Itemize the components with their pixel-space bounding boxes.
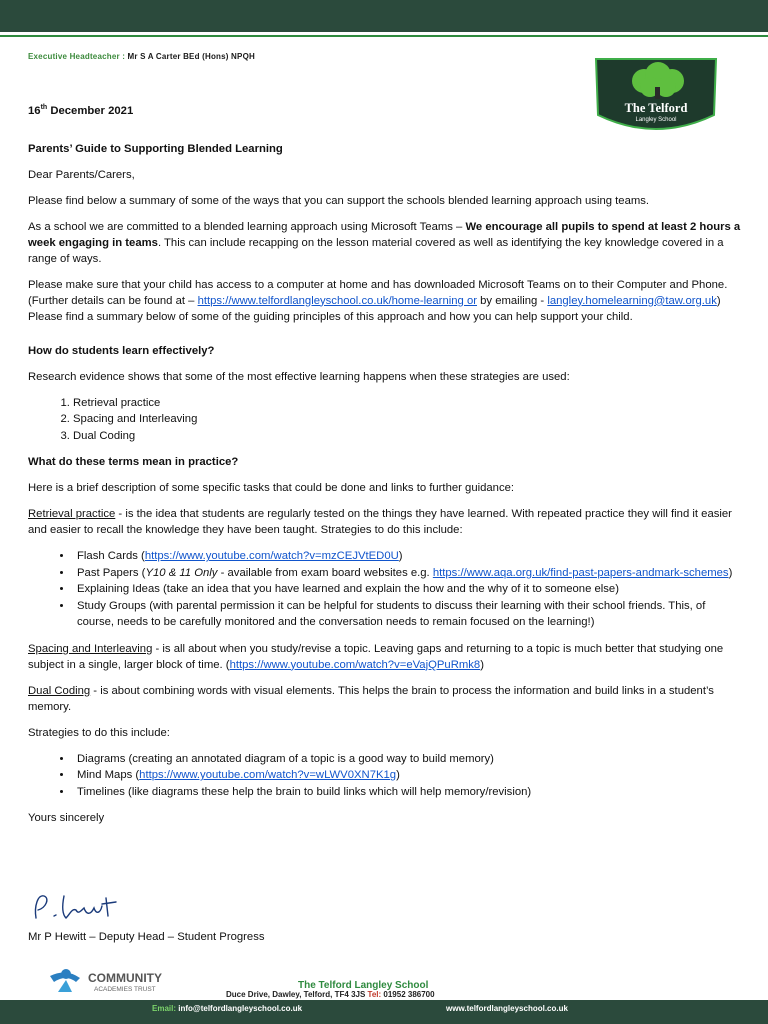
- footer-website: www.telfordlangleyschool.co.uk: [446, 1004, 568, 1013]
- past-papers-link[interactable]: https://www.aqa.org.uk/find-past-papers-andmark-schemes: [432, 566, 729, 579]
- headteacher-label: [28, 52, 255, 61]
- trust-name: COMMUNITY: [88, 971, 162, 985]
- headteacher-role: Executive Headteacher :: [28, 52, 126, 61]
- footer-school-name: The Telford Langley School: [298, 980, 429, 991]
- footer-address: Duce Drive, Dawley, Telford, TF4 3JS Tel: 01952 386700: [226, 990, 435, 999]
- list-item: • Study Groups (with parental permission it can be helpful for students to discuss their learning with their school friends. This, of course, needs to be carefully monitored and the conversation needs to remain focused on the learning!): [73, 598, 744, 631]
- home-learning-link[interactable]: https://www.telfordlangleyschool.co.uk/home-learning or: [197, 294, 477, 307]
- headteacher-name: Mr S A Carter BEd (Hons) NPQH: [127, 52, 255, 61]
- list-item: • Mind Maps (https://www.youtube.com/watch?v=wLWV0XN7K1g): [73, 767, 744, 784]
- header-divider: [0, 35, 768, 37]
- spacing-video-link[interactable]: https://www.youtube.com/watch?v=eVajQPuRmk8: [229, 658, 481, 671]
- paragraph-access: Please make sure that your child has access to a computer at home and has downloaded Microsoft Teams on to their Computer and Phone. (Further details can be found at – https://www.telfordlangleyschool.co.uk/home-learning or by emailing - langley.homelearning@taw.org.uk) Please find a summary below of some of the guiding principles of this approach and how you can help support your child.: [28, 278, 728, 323]
- community-academies-trust-logo: [44, 962, 204, 1000]
- list-item: • Past Papers (Y10 & 11 Only - available from exam board websites e.g. https://www.aqa.org.uk/find-past-papers-andmark-schemes): [73, 565, 744, 582]
- letter-title: Parents’ Guide to Supporting Blended Learning: [28, 142, 283, 155]
- list-item: • Explaining Ideas (take an idea that you have learned and explain the how and the why of it to someone else): [73, 581, 744, 598]
- header-bar: [0, 0, 768, 32]
- salutation: Dear Parents/Carers,: [28, 168, 135, 181]
- paragraph-dual-coding: Dual Coding - is about combining words with visual elements. This helps the brain to process the information and build links in a student’s memory.: [28, 684, 714, 713]
- paragraph-retrieval: Retrieval practice - is the idea that students are regularly tested on the things they have learned. With repeated practice they will find it easier and easier to recall the knowledge they have been taught. Strategies to do this include:: [28, 508, 732, 537]
- flash-cards-link[interactable]: https://www.youtube.com/watch?v=mzCEJVtED0U: [144, 550, 399, 563]
- paragraph-commitment: As a school we are committed to a blended learning approach using Microsoft Teams – We encourage all pupils to spend at least 2 hours a week engaging in teams. This can include recapping on the lesson material covered as well as identifying the key knowledge covered in a range of ways.: [28, 220, 741, 265]
- paragraph-description: Here is a brief description of some specific tasks that could be done and links to further guidance:: [28, 482, 515, 495]
- list-item: 1. Retrieval practice: [73, 395, 744, 412]
- signature-image: [28, 888, 128, 928]
- heading-terms-meaning: What do these terms mean in practice?: [28, 456, 239, 469]
- paragraph-spacing: Spacing and Interleaving - is all about when you study/revise a topic. Leaving gaps and returning to a topic is much better that studying one subject in a single, larger block of time. (https://www.youtube.com/watch?v=eVajQPuRmk8): [28, 642, 724, 671]
- retrieval-list: [28, 548, 744, 631]
- list-item: 2. Spacing and Interleaving: [73, 411, 744, 428]
- closing: Yours sincerely: [28, 812, 105, 825]
- letter-date: 16th December 2021: [28, 104, 134, 117]
- paragraph-research: Research evidence shows that some of the most effective learning happens when these strategies are used:: [28, 370, 570, 383]
- list-item: 3. Dual Coding: [73, 428, 744, 445]
- strategies-list: [28, 395, 744, 445]
- dual-coding-list: [28, 751, 744, 801]
- email-link[interactable]: langley.homelearning@taw.org.uk: [547, 294, 717, 307]
- letter-body: [28, 100, 744, 836]
- list-item: • Diagrams (creating an annotated diagram of a topic is a good way to build memory): [73, 751, 744, 768]
- signer-name: Mr P Hewitt – Deputy Head – Student Progress: [28, 931, 265, 943]
- crest-title: The Telford: [624, 101, 688, 115]
- paragraph-intro: Please find below a summary of some of the ways that you can support the schools blended learning approach using teams.: [28, 194, 650, 207]
- paragraph-strategies: Strategies to do this include:: [28, 726, 170, 739]
- crest-subtitle: Langley School: [635, 117, 677, 123]
- footer-email: Email: info@telfordlangleyschool.co.uk: [152, 1004, 303, 1013]
- mind-maps-link[interactable]: https://www.youtube.com/watch?v=wLWV0XN7K1g: [139, 769, 397, 782]
- list-item: • Timelines (like diagrams these help the brain to build links which will help memory/revision): [73, 784, 744, 801]
- list-item: • Flash Cards (https://www.youtube.com/watch?v=mzCEJVtED0U): [73, 548, 744, 565]
- heading-learn-effectively: How do students learn effectively?: [28, 344, 215, 357]
- trust-sub: ACADEMIES TRUST: [94, 986, 156, 993]
- footer-bar: [0, 1000, 768, 1024]
